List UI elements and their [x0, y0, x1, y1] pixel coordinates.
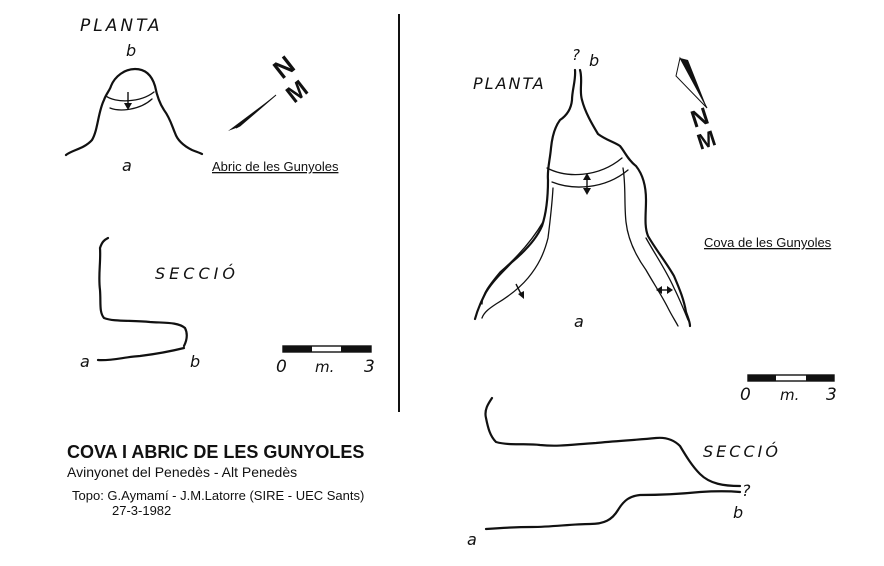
- cova-scale-zero: 0: [740, 385, 751, 405]
- survey-title: COVA I ABRIC DE LES GUNYOLES: [67, 442, 365, 462]
- abric-plan-label: PLANTA: [80, 16, 163, 36]
- abric-section-floor: [98, 348, 184, 360]
- abric-scale-bar: [276, 346, 375, 377]
- abric-section: [80, 238, 239, 371]
- survey-location: Avinyonet del Penedès - Alt Penedès: [67, 464, 298, 480]
- abric-plan-dripline: [106, 92, 154, 101]
- cova-section-ceiling: [485, 398, 740, 486]
- cova-north-arrow-icon: [676, 58, 719, 155]
- cova-plan-left-ledge: [482, 188, 553, 318]
- abric-section-b: b: [190, 352, 201, 371]
- abric-north-arrow-icon: [228, 50, 313, 131]
- abric-magnetic-letter: M: [281, 75, 314, 109]
- cova-section-floor: [486, 491, 740, 529]
- abric-north-letter: N: [267, 49, 301, 85]
- cova-section-b: b: [733, 503, 744, 522]
- abric-scale-zero: 0: [276, 357, 287, 377]
- cova-section: [467, 398, 781, 549]
- abric-point-b: b: [126, 41, 137, 60]
- cova-section-a: a: [467, 530, 477, 549]
- abric-point-a: a: [122, 156, 132, 175]
- cova-cave-name: Cova de les Gunyoles: [704, 235, 832, 250]
- cova-scale-bar: [740, 375, 837, 405]
- cova-plan-right-ledge-2: [646, 238, 688, 320]
- abric-section-a: a: [80, 352, 90, 371]
- cova-point-b: b: [589, 51, 600, 70]
- survey-authors: Topo: G.Aymamí - J.M.Latorre (SIRE - UEC Sants): [72, 488, 365, 503]
- abric-scale-unit: m.: [315, 358, 335, 376]
- cova-point-a: a: [574, 312, 584, 331]
- cova-scale-unit: m.: [780, 386, 800, 404]
- cova-magnetic-letter: M: [693, 125, 719, 155]
- cova-section-question: ?: [742, 481, 751, 500]
- credits-block: [67, 442, 364, 518]
- abric-section-label: SECCIÓ: [155, 264, 239, 283]
- survey-date: 27-3-1982: [112, 503, 172, 518]
- abric-section-ceiling: [99, 238, 187, 346]
- cova-question-mark: ?: [572, 46, 580, 64]
- cova-scale-max: 3: [826, 385, 837, 405]
- cova-section-label: SECCIÓ: [703, 442, 781, 461]
- cova-plan-dripline: [547, 158, 622, 175]
- cova-plan: [473, 46, 832, 331]
- abric-scale-max: 3: [364, 357, 375, 377]
- abric-plan-outline: [66, 69, 202, 155]
- cova-plan-label: PLANTA: [473, 74, 546, 93]
- cova-north-letter: N: [687, 102, 713, 134]
- abric-cave-name: Abric de les Gunyoles: [212, 159, 339, 174]
